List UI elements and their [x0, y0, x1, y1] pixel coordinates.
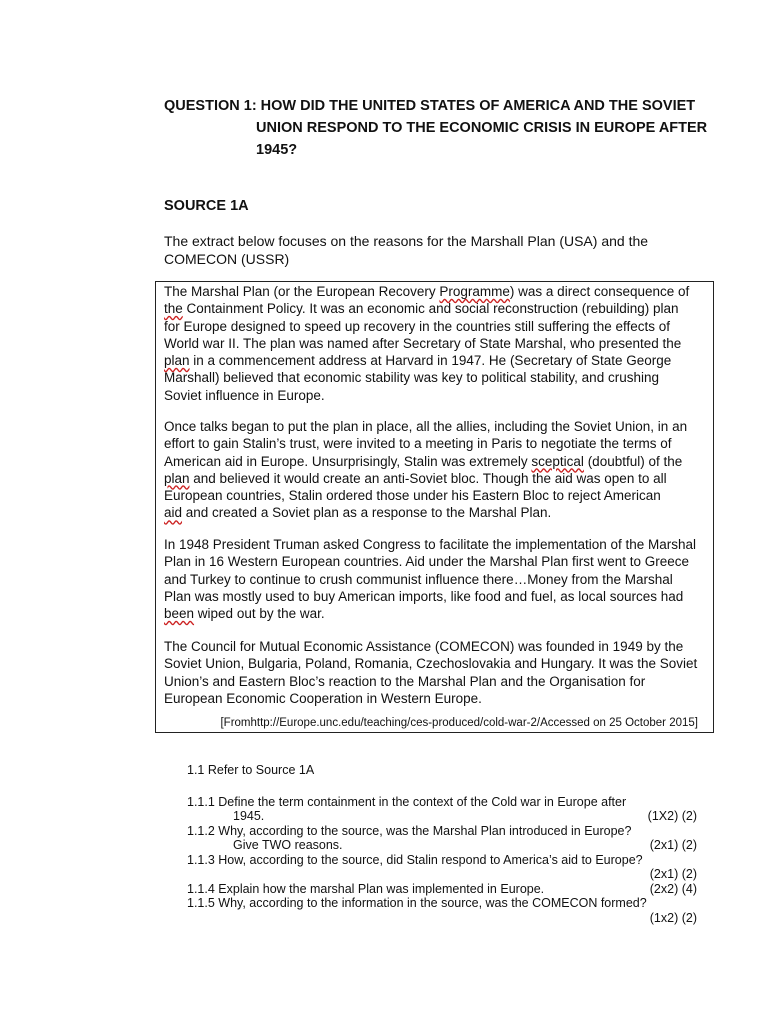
extract-paragraph-1: The Marshal Plan (or the European Recovery Programme) was a direct consequence of the Containment Policy. It was an economic and social reconstruction (rebuilding) plan for Europe designed to speed up recovery in the countries still suffering the effects of World war II. The plan was named after Secretary of State Marshal, who presented the plan in a commencement address at Harvard in 1947. He (Secretary of State George Marshall) believed that economic stability was key to political stability, and crushing Soviet influence in Europe.	[164, 284, 690, 403]
question-1-1-5: 1.1.5 Why, according to the information in the source, was the COMECON formed?	[187, 896, 647, 910]
question-1-1-2: 1.1.2 Why, according to the source, was the Marshal Plan introduced in Europe?	[187, 823, 632, 838]
source-heading: SOURCE 1A	[164, 198, 249, 214]
questions-list: 1.1 Refer to Source 1A 1.1.1 Define the term containment in the context of the Cold war in Europe after 1945. (1X2) (2) 1.1.2 Why, according to the source, was the Marshal Plan introduced in Europe? Give TWO reasons. (2x1) (2) 1.1.3 How, according to the source, did Stalin respond to America’s aid to Europe? (2x1) (2) 1.1.4 Explain how the marshal Plan was implemented in Europe. (2x2) (4) 1.1.5 Why, according to the information in the source, was the COMECON formed? (1x2) (2)	[187, 763, 707, 925]
question-1-1-4: 1.1.4 Explain how the marshal Plan was implemented in Europe. (2x2) (4)	[187, 882, 707, 897]
question-line-1: QUESTION 1: HOW DID THE UNITED STATES OF AMERICA AND THE SOVIET	[164, 98, 696, 114]
question-1-1-3: 1.1.3 How, according to the source, did Stalin respond to America’s aid to Europe?	[187, 852, 643, 867]
marks-1-1-5: (1x2) (2)	[649, 910, 697, 925]
source-citation: [Fromhttp://Europe.unc.edu/teaching/ces-produced/cold-war-2/Accessed on 25 October 2015]	[220, 717, 698, 729]
source-intro	[164, 232, 684, 268]
intro-line-2: COMECON (USSR)	[164, 251, 290, 267]
extract-paragraph-2: Once talks began to put the plan in place, all the allies, including the Soviet Union, in an effort to gain Stalin’s trust, were invited to a meeting in Paris to negotiate the terms of American aid in Europe. Unsurprisingly, Stalin was extremely sceptical (doubtful) of the plan and believed it would create an anti-Soviet bloc. Though the aid was open to all European countries, Stalin ordered those under his Eastern Bloc to reject American aid and created a Soviet plan as a response to the Marshal Plan.	[164, 419, 688, 521]
marks-1-1-2: (2x1) (2)	[649, 838, 697, 852]
intro-line-1: The extract below focuses on the reasons for the Marshall Plan (USA) and the	[164, 233, 649, 249]
marks-1-1-1: (1X2) (2)	[647, 809, 697, 823]
extract-paragraph-3: In 1948 President Truman asked Congress to facilitate the implementation of the Marshal Plan in 16 Western European countries. Aid under the Marshal Plan first went to Greece and Turkey to continue to crush communist influence there…Money from the Marshal Plan was mostly used to buy American imports, like food and fuel, as local sources had been wiped out by the war.	[164, 537, 697, 622]
marks-1-1-4: (2x2) (4)	[649, 881, 697, 896]
question-heading	[164, 95, 708, 161]
marks-1-1-3: (2x1) (2)	[649, 867, 697, 881]
extract-paragraph-4: The Council for Mutual Economic Assistance (COMECON) was founded in 1949 by the Soviet Union, Bulgaria, Poland, Romania, Czechoslovakia and Hungary. It was the Soviet Union’s and Eastern Bloc’s reaction to the Marshal Plan and the Organisation for European Economic Cooperation in Western Europe.	[164, 639, 698, 706]
question-line-3: 1945?	[256, 142, 298, 158]
question-1-1-1: 1.1.1 Define the term containment in the context of the Cold war in Europe after	[187, 794, 627, 809]
refer-instruction: 1.1 Refer to Source 1A	[187, 763, 315, 777]
question-line-2: UNION RESPOND TO THE ECONOMIC CRISIS IN EUROPE AFTER	[256, 120, 708, 136]
